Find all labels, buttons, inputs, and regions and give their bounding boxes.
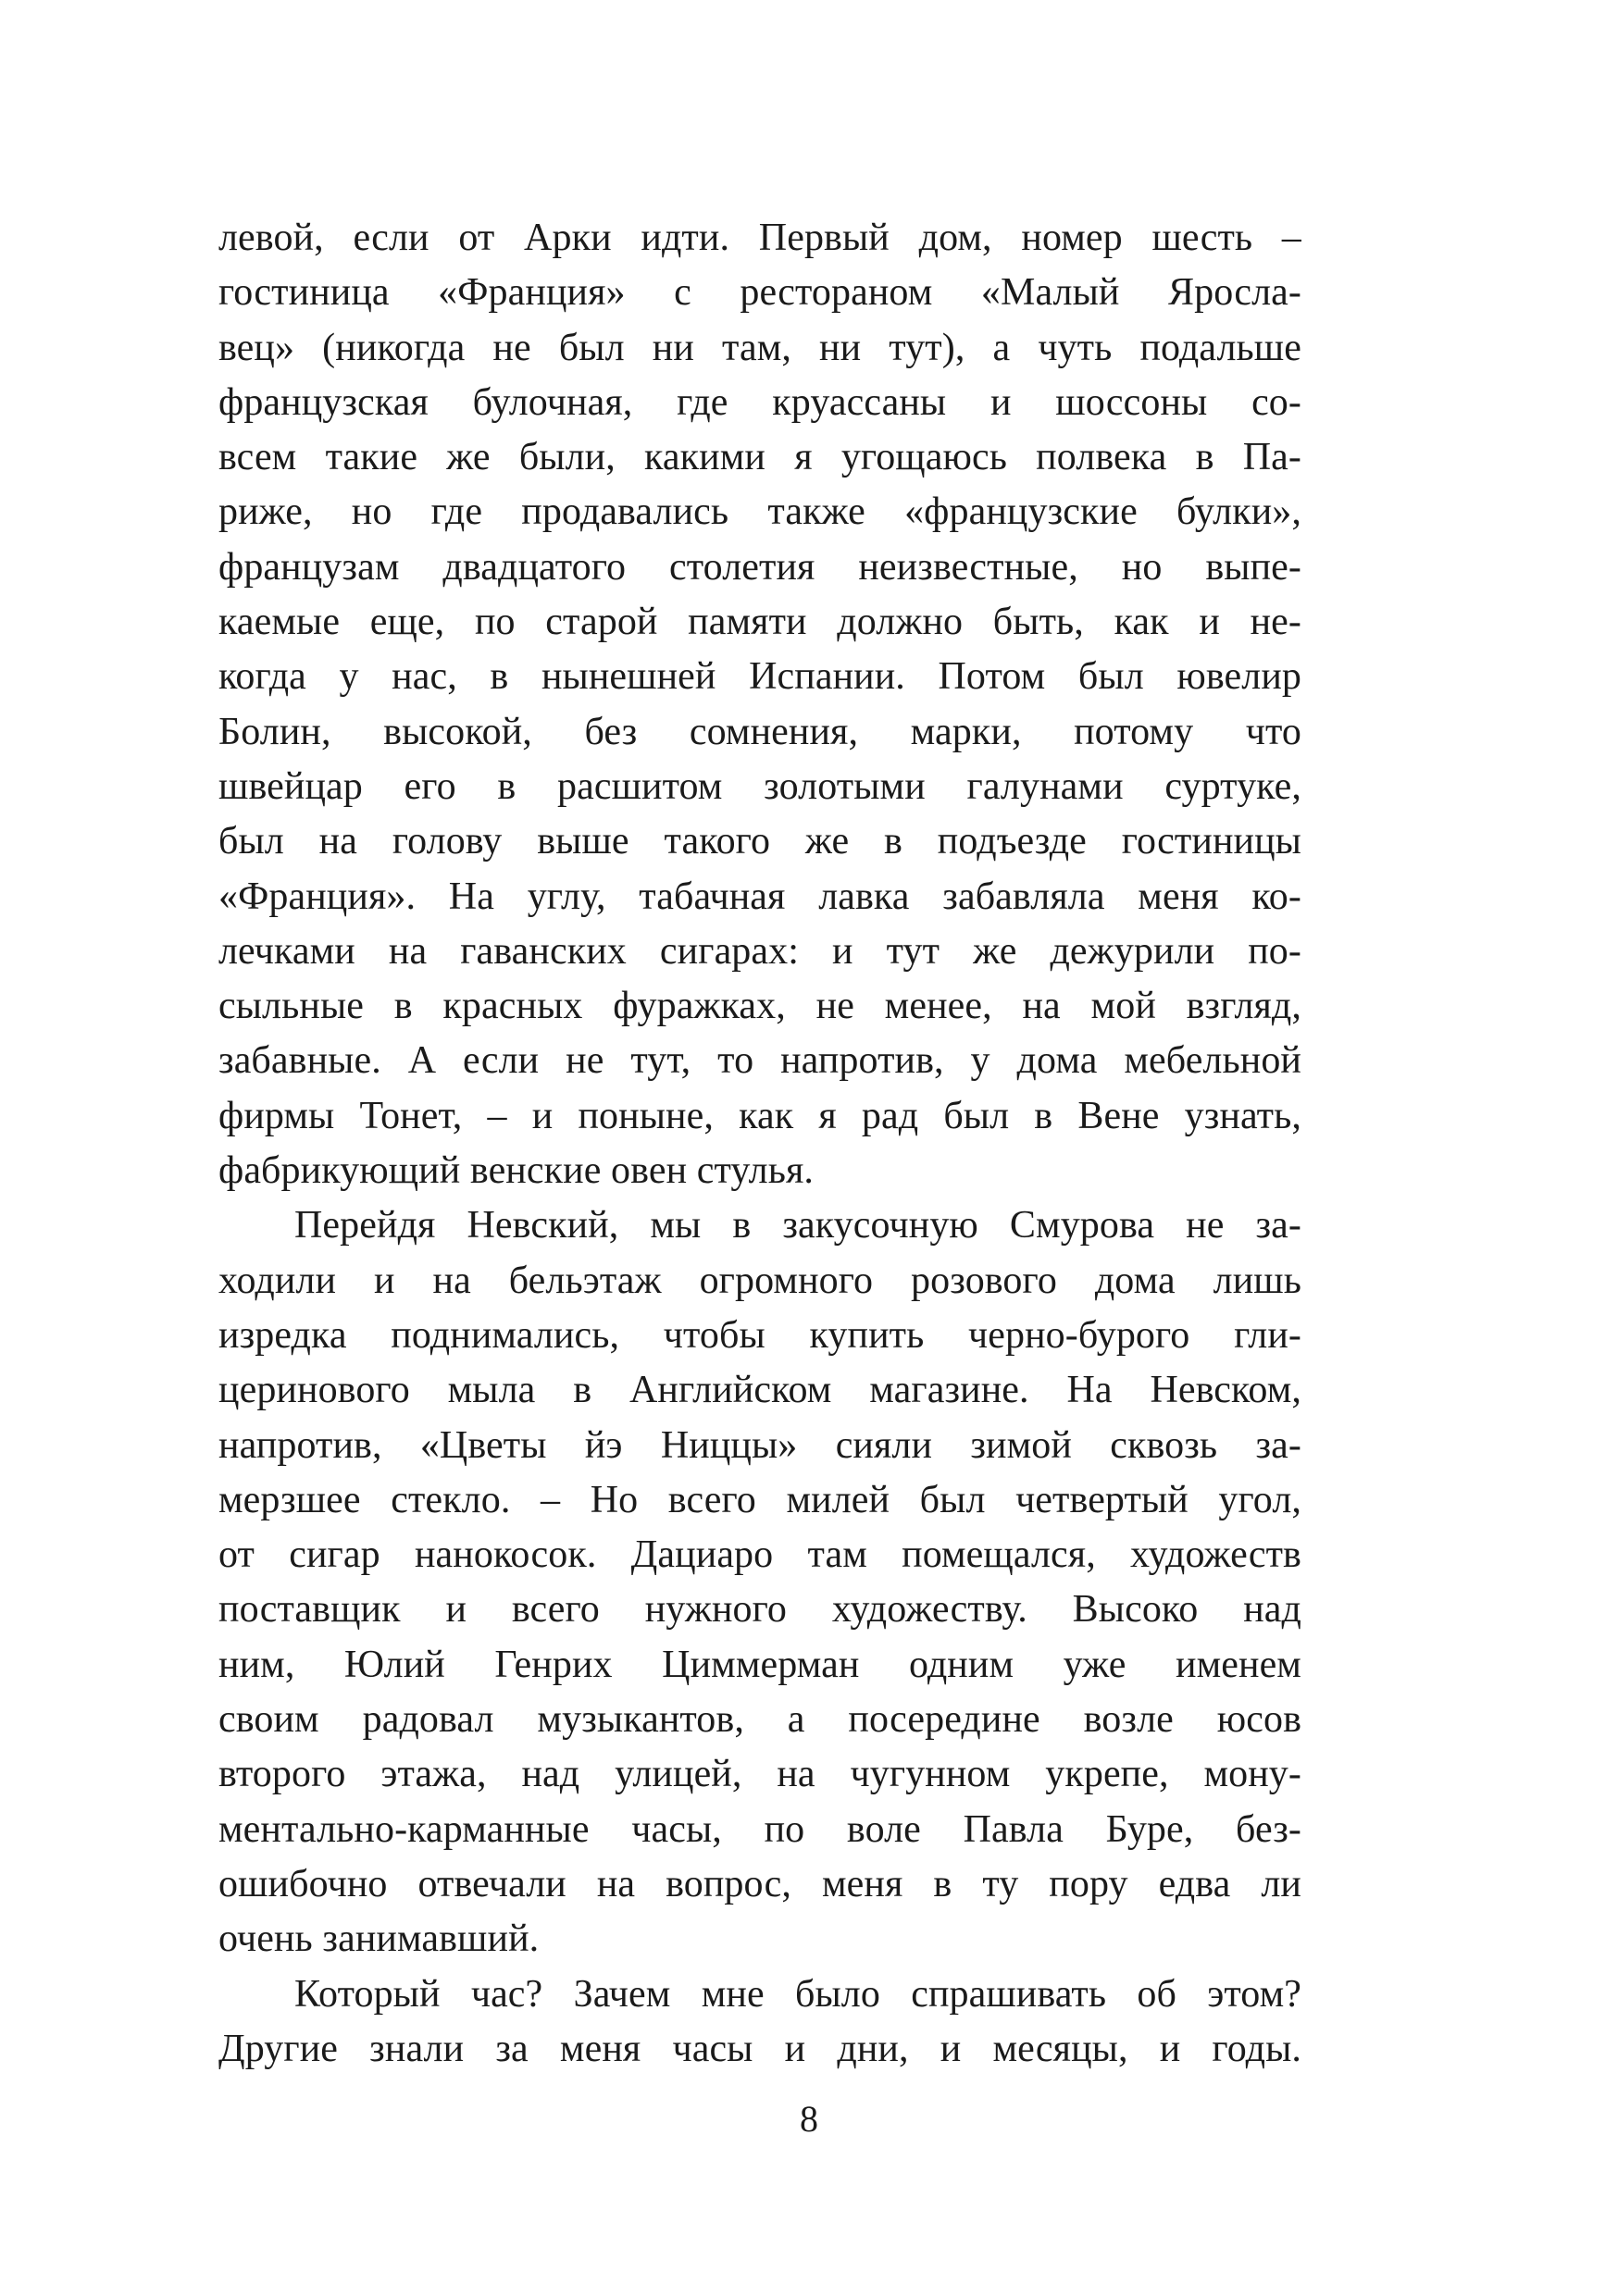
text-line: очень занимавший. <box>218 1917 540 1961</box>
text-line: ходили и на бельэтаж огромного розового дома лишь <box>218 1259 1301 1302</box>
text-line: мерзшее стекло. – Но всего милей был четвертый угол, <box>218 1478 1301 1521</box>
text-line: вец» (никогда не был ни там, ни тут), а чуть подальше <box>218 326 1301 369</box>
text-line: был на голову выше такого же в подъезде гостиницы <box>218 820 1301 863</box>
text-line: каемые еще, по старой памяти должно быть, как и не- <box>218 601 1301 644</box>
text-line: церинового мыла в Английском магазине. На Невском, <box>218 1369 1301 1412</box>
text-line: второго этажа, над улицей, на чугунном укрепе, мону- <box>218 1753 1301 1796</box>
text-line: риже, но где продавались также «французские булки», <box>218 490 1301 534</box>
text-line: своим радовал музыкантов, а посередине возле юсов <box>218 1698 1301 1742</box>
text-line: ментально-карманные часы, по воле Павла Буре, без- <box>218 1807 1301 1851</box>
text-line: от сигар нанокосок. Дациаро там помещался, художеств <box>218 1533 1301 1577</box>
text-line: «Франция». На углу, табачная лавка забавляла меня ко- <box>218 875 1301 918</box>
text-line: французская булочная, где круассаны и шоссоны со- <box>218 380 1301 424</box>
text-line: Перейдя Невский, мы в закусочную Смурова не за- <box>294 1204 1301 1247</box>
text-line: всем такие же были, какими я угощаюсь полвека в Па- <box>218 436 1301 479</box>
text-line: французам двадцатого столетия неизвестные, но выпе- <box>218 545 1301 589</box>
text-line: сыльные в красных фуражках, не менее, на мой взгляд, <box>218 985 1301 1028</box>
text-line: изредка поднимались, чтобы купить черно-бурого гли- <box>218 1313 1301 1357</box>
text-line: лечками на гаванских сигарах: и тут же дежурили по- <box>218 929 1301 973</box>
text-line: фирмы Тонет, – и поныне, как я рад был в Вене узнать, <box>218 1094 1301 1137</box>
text-line: Который час? Зачем мне было спрашивать об этом? <box>294 1972 1301 2016</box>
text-line: фабрикующий венские овен стулья. <box>218 1149 814 1193</box>
text-line: швейцар его в расшитом золотыми галунами суртуке, <box>218 764 1301 808</box>
text-line: ним, Юлий Генрих Циммерман одним уже именем <box>218 1643 1301 1686</box>
text-line: когда у нас, в нынешней Испании. Потом был ювелир <box>218 655 1301 699</box>
text-line: гостиница «Франция» с рестораном «Малый Яросла- <box>218 271 1301 315</box>
body-text <box>218 211 1301 2077</box>
text-line: ошибочно отвечали на вопрос, меня в ту пору едва ли <box>218 1862 1301 1905</box>
text-line: Другие знали за меня часы и дни, и месяцы, и годы. <box>218 2027 1301 2070</box>
page-number: 8 <box>800 2098 818 2140</box>
text-line: поставщик и всего нужного художеству. Высоко над <box>218 1588 1301 1632</box>
text-line: Болин, высокой, без сомнения, марки, потому что <box>218 710 1301 753</box>
text-line: напротив, «Цветы йэ Ниццы» сияли зимой сквозь за- <box>218 1423 1301 1467</box>
text-line: забавные. А если не тут, то напротив, у дома мебельной <box>218 1039 1301 1083</box>
text-line: левой, если от Арки идти. Первый дом, номер шесть – <box>218 217 1301 259</box>
